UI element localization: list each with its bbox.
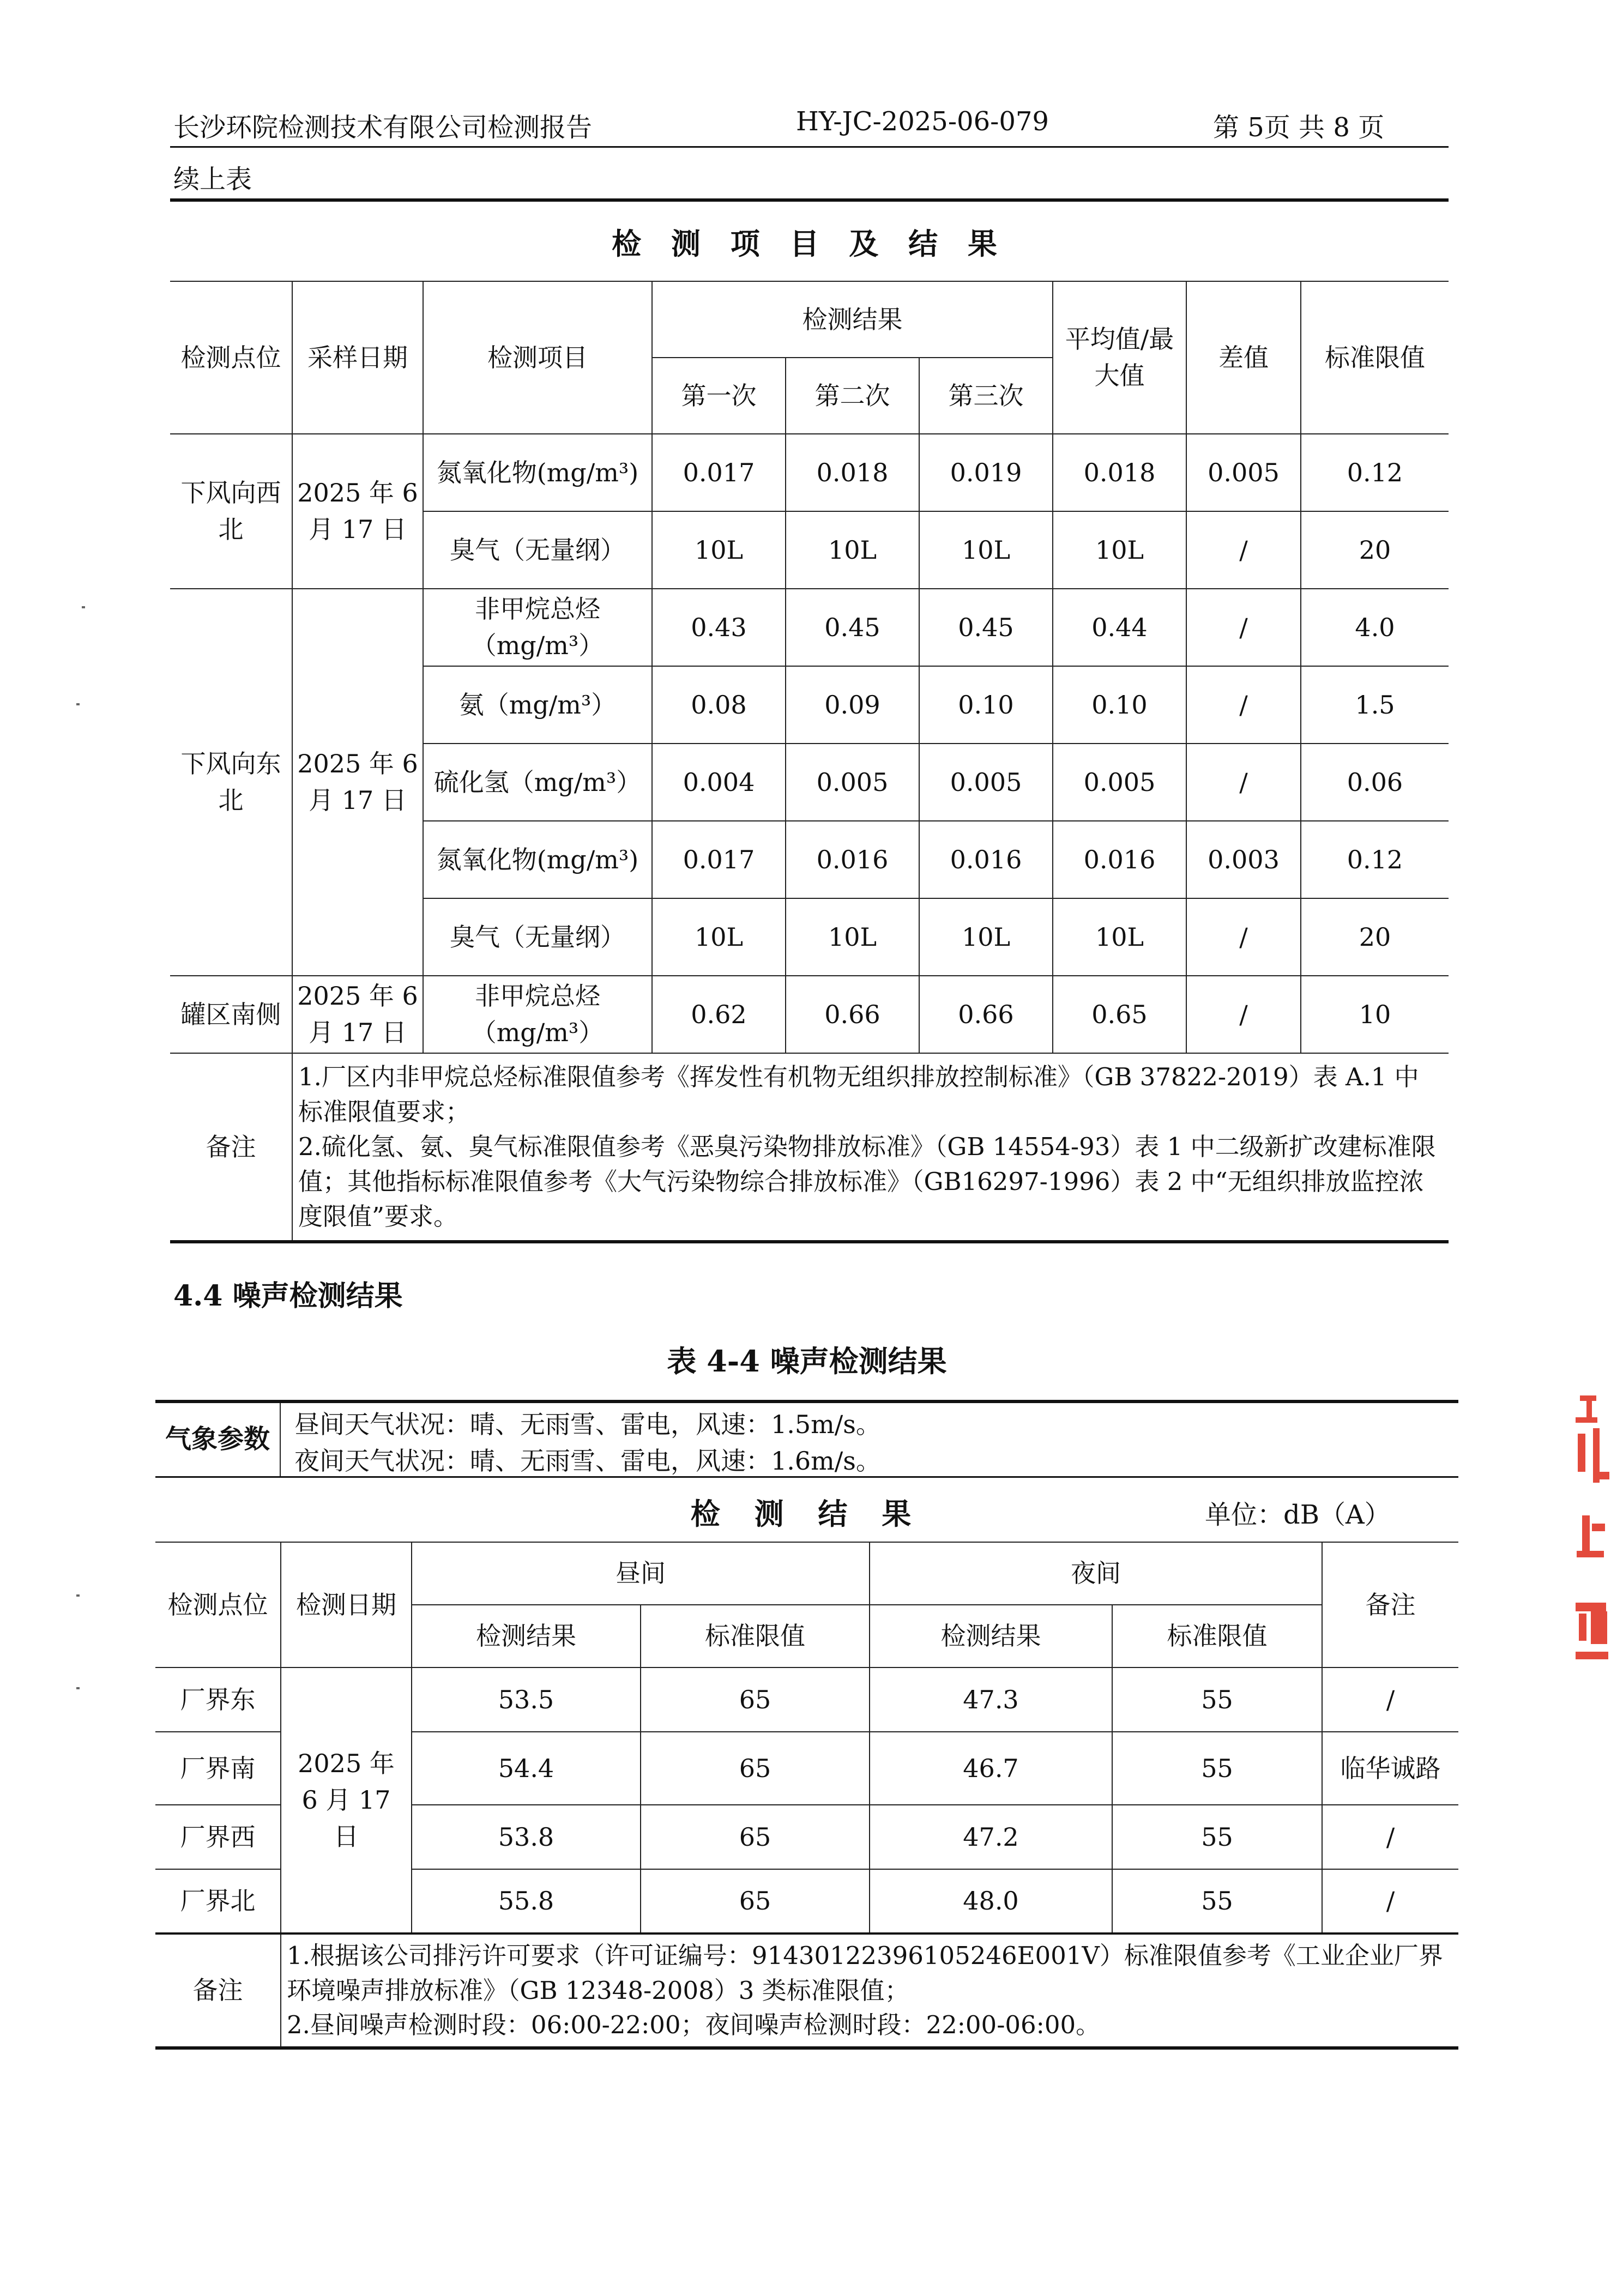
col-header-date: 采样日期 (292, 281, 423, 434)
weather-night: 夜间天气状况：晴、无雨雪、雷电，风速：1.6m/s。 (294, 1446, 881, 1476)
value-cell: 0.43 (652, 589, 786, 666)
scan-speck (76, 1687, 80, 1689)
value-cell: 0.018 (786, 434, 919, 511)
table1-title: 检 测 项 目 及 结 果 (612, 226, 1007, 261)
value-cell: / (1186, 744, 1301, 821)
col-header-remark: 备注 (1322, 1542, 1458, 1667)
value-cell: 20 (1301, 511, 1449, 589)
header-rule (170, 146, 1449, 148)
section-title: 4.4 噪声检测结果 (173, 1279, 403, 1313)
value-cell: 10L (652, 511, 786, 589)
value-cell: / (1186, 666, 1301, 744)
value-cell: 65 (641, 1667, 870, 1732)
value-cell: 65 (641, 1869, 870, 1934)
value-cell: 55 (1112, 1667, 1322, 1732)
report-company: 长沙环院检测技术有限公司检测报告 (173, 112, 593, 143)
point-cell: 厂界东 (155, 1667, 281, 1732)
col-header-night: 夜间 (870, 1542, 1322, 1605)
value-cell: 10L (919, 898, 1053, 976)
remark-cell: / (1322, 1667, 1458, 1732)
results-table (170, 281, 1449, 1243)
value-cell: 0.016 (1053, 821, 1186, 898)
value-cell: 0.10 (919, 666, 1053, 744)
table-row (170, 589, 1449, 666)
value-cell: 0.08 (652, 666, 786, 744)
col-header-diff: 差值 (1186, 281, 1301, 434)
value-cell: 0.09 (786, 666, 919, 744)
item-cell: 非甲烷总烃（mg/m³） (423, 976, 652, 1053)
value-cell: 47.2 (870, 1805, 1112, 1869)
scan-speck (76, 703, 80, 705)
value-cell: 10L (786, 511, 919, 589)
value-cell: 55 (1112, 1805, 1322, 1869)
value-cell: 65 (641, 1732, 870, 1805)
seal-stamp-fragment (1570, 1395, 1614, 1679)
col-header-item: 检测项目 (423, 281, 652, 434)
continued-label: 续上表 (173, 164, 252, 195)
value-cell: 55 (1112, 1869, 1322, 1934)
remark-cell: / (1322, 1869, 1458, 1934)
weather-day: 昼间天气状况：晴、无雨雪、雷电，风速：1.5m/s。 (294, 1410, 881, 1439)
col-header-third: 第三次 (919, 358, 1053, 434)
point-cell: 下风向东北 (170, 589, 292, 976)
notes-label: 备注 (170, 1053, 292, 1242)
date-cell: 2025 年 6 月 17 日 (292, 976, 423, 1053)
note-2: 2.昼间噪声检测时段：06:00-22:00；夜间噪声检测时段：22:00-06:00。 (287, 2010, 1101, 2040)
value-cell: 0.017 (652, 434, 786, 511)
value-cell: 1.5 (1301, 666, 1449, 744)
weather-text (294, 1406, 881, 1479)
value-cell: 10 (1301, 976, 1449, 1053)
item-cell: 硫化氢（mg/m³） (423, 744, 652, 821)
date-cell: 2025 年 6 月 17 日 (292, 589, 423, 976)
value-cell: 0.66 (786, 976, 919, 1053)
value-cell: 0.004 (652, 744, 786, 821)
value-cell: 55.8 (412, 1869, 641, 1934)
point-cell: 厂界西 (155, 1805, 281, 1869)
value-cell: 10L (1053, 511, 1186, 589)
table-row (170, 434, 1449, 511)
value-cell: 0.005 (919, 744, 1053, 821)
col-header-avgmax: 平均值/最大值 (1053, 281, 1186, 434)
point-cell: 厂界南 (155, 1732, 281, 1805)
value-cell: 53.5 (412, 1667, 641, 1732)
value-cell: 0.45 (919, 589, 1053, 666)
note-2: 2.硫化氢、氨、臭气标准限值参考《恶臭污染物排放标准》（GB 14554-93）表 1 中二级新扩改建标准限值；其他指标标准限值参考《大气污染物综合排放标准》（GB16297-1996）表 2 中“无组织排放监控浓度限值”要求。 (298, 1132, 1436, 1231)
value-cell: 0.017 (652, 821, 786, 898)
notes-content (292, 1053, 1449, 1242)
value-cell: / (1186, 898, 1301, 976)
weather-rule (155, 1476, 1458, 1478)
notes-content (281, 1934, 1458, 2048)
value-cell: 0.12 (1301, 434, 1449, 511)
item-cell: 氮氧化物(mg/m³) (423, 821, 652, 898)
noise-table (155, 1542, 1458, 2050)
table2-title: 检 测 结 果 (690, 1496, 924, 1531)
col-header-first: 第一次 (652, 358, 786, 434)
value-cell: 0.016 (786, 821, 919, 898)
value-cell: 0.66 (919, 976, 1053, 1053)
col-header-day: 昼间 (412, 1542, 870, 1605)
col-header-day-result: 检测结果 (412, 1605, 641, 1667)
value-cell: 0.44 (1053, 589, 1186, 666)
scan-speck (82, 606, 85, 608)
col-header-night-limit: 标准限值 (1112, 1605, 1322, 1667)
value-cell: 55 (1112, 1732, 1322, 1805)
report-number: HY-JC-2025-06-079 (796, 106, 1049, 137)
value-cell: 53.8 (412, 1805, 641, 1869)
col-header-date: 检测日期 (281, 1542, 412, 1667)
value-cell: 46.7 (870, 1732, 1112, 1805)
table2-caption: 表 4-4 噪声检测结果 (667, 1344, 947, 1379)
value-cell: / (1186, 976, 1301, 1053)
value-cell: 4.0 (1301, 589, 1449, 666)
date-cell: 2025 年 6 月 17 日 (292, 434, 423, 589)
value-cell: / (1186, 511, 1301, 589)
value-cell: 0.65 (1053, 976, 1186, 1053)
value-cell: 20 (1301, 898, 1449, 976)
value-cell: 0.005 (1186, 434, 1301, 511)
notes-row (170, 1053, 1449, 1242)
notes-row (155, 1934, 1458, 2048)
value-cell: 10L (1053, 898, 1186, 976)
value-cell: 47.3 (870, 1667, 1112, 1732)
value-cell: 0.005 (786, 744, 919, 821)
page-number: 第 5页 共 8 页 (1213, 112, 1385, 143)
value-cell: 65 (641, 1805, 870, 1869)
table1-top-rule (170, 198, 1449, 202)
table-row (170, 976, 1449, 1053)
value-cell: 10L (919, 511, 1053, 589)
value-cell: 0.019 (919, 434, 1053, 511)
notes-label: 备注 (155, 1934, 281, 2048)
value-cell: 10L (652, 898, 786, 976)
table-row (155, 1667, 1458, 1732)
col-header-point: 检测点位 (170, 281, 292, 434)
point-cell: 下风向西北 (170, 434, 292, 589)
date-cell: 2025 年 6 月 17 日 (281, 1667, 412, 1934)
value-cell: 0.016 (919, 821, 1053, 898)
col-header-point: 检测点位 (155, 1542, 281, 1667)
col-header-limit: 标准限值 (1301, 281, 1449, 434)
item-cell: 氨（mg/m³） (423, 666, 652, 744)
item-cell: 臭气（无量纲） (423, 511, 652, 589)
item-cell: 臭气（无量纲） (423, 898, 652, 976)
remark-cell: 临华诚路 (1322, 1732, 1458, 1805)
value-cell: 0.12 (1301, 821, 1449, 898)
item-cell: 非甲烷总烃（mg/m³） (423, 589, 652, 666)
value-cell: 10L (786, 898, 919, 976)
col-header-day-limit: 标准限值 (641, 1605, 870, 1667)
value-cell: 54.4 (412, 1732, 641, 1805)
point-cell: 厂界北 (155, 1869, 281, 1934)
scan-speck (76, 1594, 80, 1597)
value-cell: 0.62 (652, 976, 786, 1053)
col-header-results: 检测结果 (652, 281, 1053, 358)
value-cell: 0.45 (786, 589, 919, 666)
col-header-second: 第二次 (786, 358, 919, 434)
value-cell: 0.06 (1301, 744, 1449, 821)
value-cell: 48.0 (870, 1869, 1112, 1934)
unit-label: 单位：dB（A） (1205, 1500, 1391, 1530)
table2-top-rule (155, 1400, 1458, 1403)
value-cell: 0.005 (1053, 744, 1186, 821)
note-1: 1.根据该公司排污许可要求（许可证编号：91430122396105246E001V）标准限值参考《工业企业厂界环境噪声排放标准》（GB 12348-2008）3 类标准限值； (287, 1941, 1443, 2005)
point-cell: 罐区南侧 (170, 976, 292, 1053)
weather-label: 气象参数 (155, 1403, 281, 1476)
value-cell: 0.003 (1186, 821, 1301, 898)
value-cell: / (1186, 589, 1301, 666)
note-1: 1.厂区内非甲烷总烃标准限值参考《挥发性有机物无组织排放控制标准》（GB 37822-2019）表 A.1 中标准限值要求； (298, 1062, 1419, 1127)
remark-cell: / (1322, 1805, 1458, 1869)
col-header-night-result: 检测结果 (870, 1605, 1112, 1667)
item-cell: 氮氧化物(mg/m³) (423, 434, 652, 511)
value-cell: 0.10 (1053, 666, 1186, 744)
value-cell: 0.018 (1053, 434, 1186, 511)
